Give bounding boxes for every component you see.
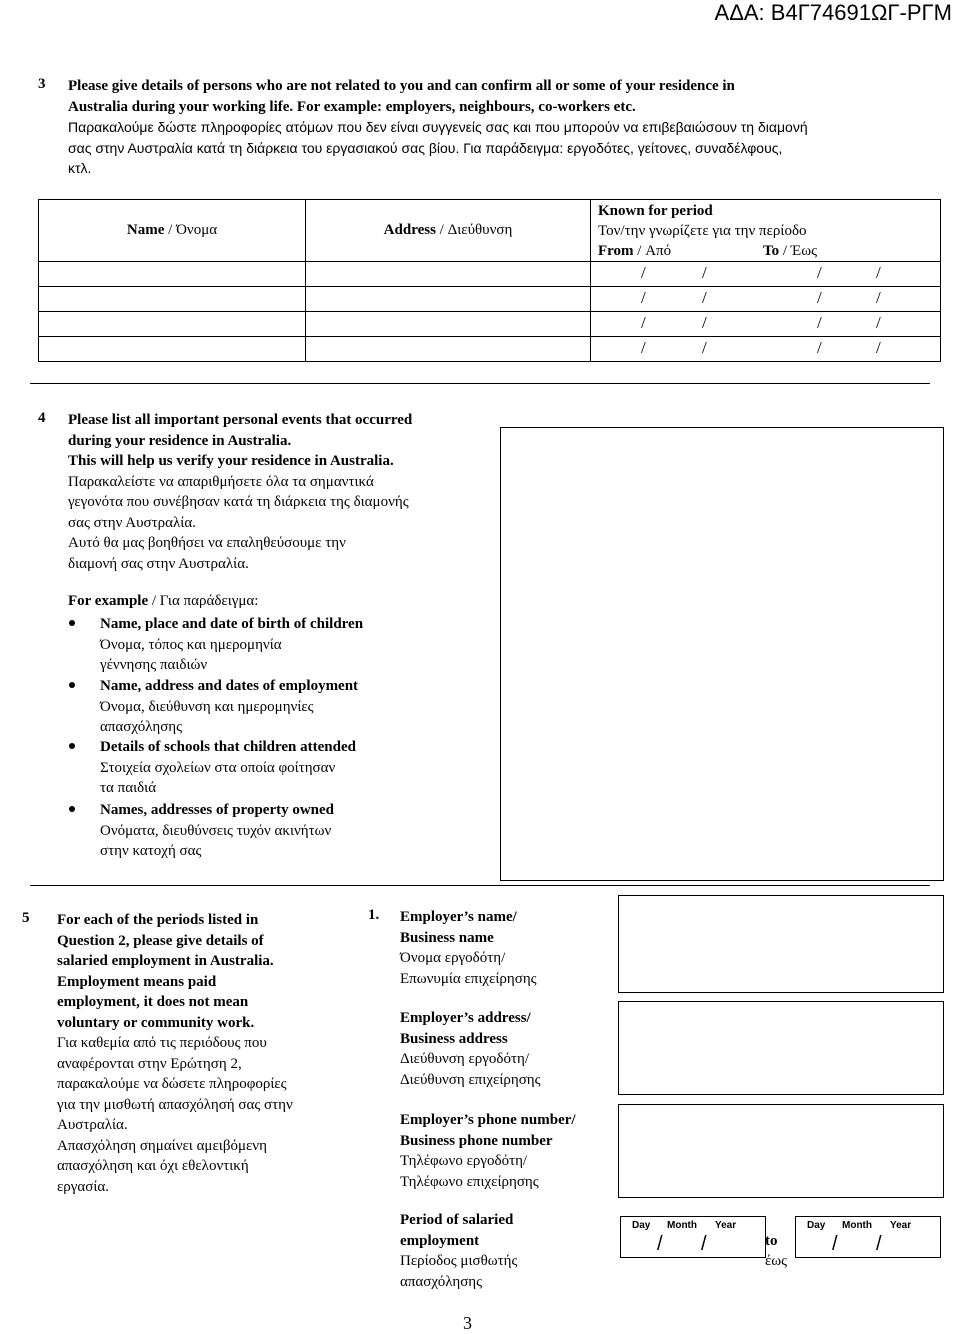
q5-en-6: voluntary or community work. (57, 1014, 255, 1031)
to-en: To (763, 242, 780, 259)
q5-number: 5 (22, 910, 30, 926)
employer-phone-gr: Τηλέφωνο εργοδότη/ (400, 1153, 528, 1169)
q3-line-gr-1: Παρακαλούμε δώστε πληροφορίες ατόμων που δεν είναι συγγενείς σας και που μπορούν να επιβεβαιώσουν τη διαμονή (68, 119, 808, 135)
q5-en-1: For each of the periods listed in (57, 912, 259, 928)
example-item (100, 800, 334, 862)
q5-en-4: Employment means paid (57, 973, 217, 990)
example-en: Name, place and date of birth of children (100, 616, 364, 632)
period-start-date-field[interactable] (620, 1216, 766, 1258)
example-gr: τα παιδιά (100, 780, 157, 796)
date-slash: / (876, 288, 881, 307)
date-slash: / (876, 313, 881, 332)
example-gr: στην κατοχή σας (100, 843, 202, 859)
q5-gr-6: Απασχόληση σημαίνει αμειβόμενη (57, 1137, 267, 1154)
q5-intro (57, 910, 347, 1197)
employment-period-en: Period of salaried (400, 1212, 514, 1228)
example-item (100, 614, 363, 676)
person-name-cell[interactable] (39, 312, 306, 337)
q4-gr-4: Αυτό θα μας βοηθήσει να επαληθεύσουμε την (68, 535, 346, 551)
employment-period-label (400, 1210, 517, 1292)
col-address-header (306, 200, 591, 262)
persons-row (39, 262, 941, 287)
q5-gr-3: παρακαλούμε να δώσετε πληροφορίες (57, 1076, 287, 1092)
example-en: Name, address and dates of employment (100, 678, 359, 694)
employer-phone-en: Employer’s phone number/ (400, 1112, 576, 1128)
employer-phone-label (400, 1110, 576, 1192)
date-slash: / (876, 338, 881, 357)
to-gr: / Έως (779, 242, 818, 259)
person-address-cell[interactable] (306, 262, 591, 287)
q5-en-5: employment, it does not mean (57, 994, 249, 1010)
employer-name-gr: Όνομα εργοδότη/ (400, 950, 506, 966)
col-address-en: Address (383, 222, 436, 238)
date-slash: / (817, 313, 822, 332)
q5-en-3: salaried employment in Australia. (57, 953, 274, 969)
q5-en-2: Question 2, please give details of (57, 932, 264, 949)
employer-address-en: Employer’s address/ (400, 1010, 531, 1026)
person-name-cell[interactable] (39, 287, 306, 312)
col-name-header (39, 200, 306, 262)
q4-gr-5: διαμονή σας στην Αυστραλία. (68, 555, 249, 572)
employer-name-box[interactable] (618, 895, 944, 993)
month-label: Month (667, 1220, 697, 1231)
q5-gr-2: αναφέρονται στην Ερώτηση 2, (57, 1055, 242, 1072)
date-slash: / (817, 263, 822, 282)
date-slash: / (701, 1233, 707, 1255)
q4-gr-1: Παρακαλείστε να απαριθμήσετε όλα τα σημαντικά (68, 473, 374, 490)
period-end-date-field[interactable] (795, 1216, 941, 1258)
divider (30, 383, 930, 384)
q4-intro (68, 410, 488, 574)
q5-gr-5: Αυστραλία. (57, 1117, 128, 1133)
employer-name-en: Business name (400, 929, 494, 946)
divider (30, 885, 930, 886)
q4-en-2: during your residence in Australia. (68, 432, 292, 449)
example-item (100, 737, 356, 799)
employer-address-label (400, 1008, 541, 1090)
persons-table-header (39, 200, 941, 262)
date-slash: / (702, 313, 707, 332)
person-period-cell[interactable] (591, 262, 941, 287)
to-gr: έως (765, 1253, 788, 1269)
person-period-cell[interactable] (591, 312, 941, 337)
bullet-icon (69, 620, 75, 626)
q5-gr-7: απασχόληση και όχι εθελοντική (57, 1158, 249, 1174)
employer-phone-gr: Τηλέφωνο επιχείρησης (400, 1173, 539, 1190)
example-en: Names, addresses of property owned (100, 802, 335, 818)
employer-address-gr: Διεύθυνση εργοδότη/ (400, 1051, 530, 1067)
example-en: Details of schools that children attended (100, 739, 356, 755)
events-answer-box[interactable] (500, 427, 944, 881)
person-address-cell[interactable] (306, 337, 591, 362)
from-en: From (598, 242, 634, 259)
date-slash: / (702, 263, 707, 282)
date-slash: / (641, 338, 646, 357)
employer-phone-box[interactable] (618, 1104, 944, 1198)
employment-period-gr: Περίοδος μισθωτής (400, 1253, 518, 1269)
q4-example-gr: / Για παράδειγμα: (148, 593, 259, 609)
q4-gr-2: γεγονότα που συνέβησαν κατά τη διάρκεια της διαμονής (68, 494, 409, 510)
month-label: Month (842, 1220, 872, 1231)
persons-row (39, 287, 941, 312)
year-label: Year (715, 1220, 737, 1231)
employment-period-gr: απασχόλησης (400, 1273, 483, 1290)
employer-name-gr: Επωνυμία επιχείρησης (400, 970, 537, 987)
person-period-cell[interactable] (591, 287, 941, 312)
person-name-cell[interactable] (39, 262, 306, 287)
employer-address-box[interactable] (618, 1001, 944, 1095)
bullet-icon (69, 682, 75, 688)
employer-address-gr: Διεύθυνση επιχείρησης (400, 1071, 541, 1088)
employer-name-label (400, 907, 537, 989)
q3-line-gr-2: σας στην Αυστραλία κατά τη διάρκεια του εργασιακού σας βίου. Για παράδειγμα: εργοδότες, γείτονες, συναδέλφους, (68, 139, 783, 156)
from-gr: / Από (633, 242, 672, 259)
q5-gr-1: Για καθεμία από τις περιόδους που (57, 1035, 267, 1051)
col-address-gr: / Διεύθυνση (435, 222, 513, 238)
col-period-header (591, 200, 941, 262)
day-label: Day (807, 1220, 826, 1231)
employer-address-en: Business address (400, 1030, 508, 1047)
year-label: Year (890, 1220, 912, 1231)
document-code: ΑΔΑ: Β4Γ74691ΩΓ-ΡΓΜ (714, 0, 952, 25)
q3-number: 3 (38, 76, 46, 92)
date-slash: / (702, 338, 707, 357)
to-label (763, 241, 817, 261)
example-gr: Ονόματα, διευθύνσεις τυχόν ακινήτων (100, 822, 332, 839)
date-slash: / (876, 1233, 882, 1255)
bullet-icon (69, 806, 75, 812)
persons-row (39, 337, 941, 362)
q3-line-gr-3: κτλ. (68, 160, 92, 176)
q3-line-en-1: Please give details of persons who are not related to you and can confirm all or some of your residence in (68, 78, 735, 94)
persons-table (38, 199, 941, 362)
q4-example-en: For example (68, 593, 149, 609)
example-gr: Όνομα, διεύθυνση και ημερομηνίες (100, 698, 314, 715)
col-period-gr: Τον/την γνωρίζετε για την περίοδο (598, 222, 807, 239)
q5-gr-4: για την μισθωτή απασχόλησή σας στην (57, 1096, 293, 1113)
col-period-from-to (598, 241, 940, 261)
date-slash: / (832, 1233, 838, 1255)
date-slash: / (641, 313, 646, 332)
period-to-label (765, 1231, 787, 1271)
q4-en-3: This will help us verify your residence in Australia. (68, 453, 394, 469)
date-slash: / (641, 288, 646, 307)
example-gr: απασχόλησης (100, 719, 183, 735)
example-gr: Όνομα, τόπος και ημερομηνία (100, 636, 282, 653)
q4-gr-3: σας στην Αυστραλία. (68, 514, 196, 531)
q5-gr-8: εργασία. (57, 1178, 110, 1195)
person-period-cell[interactable] (591, 337, 941, 362)
persons-row (39, 312, 941, 337)
date-slash: / (817, 288, 822, 307)
day-label: Day (632, 1220, 651, 1231)
q3-text (68, 76, 948, 179)
date-slash: / (876, 263, 881, 282)
employer-phone-en: Business phone number (400, 1132, 553, 1149)
employer-name-en: Employer’s name/ (400, 909, 517, 925)
person-address-cell[interactable] (306, 287, 591, 312)
col-period-en: Known for period (598, 202, 713, 219)
date-slash: / (641, 263, 646, 282)
q4-example-label (68, 593, 258, 610)
date-slash: / (657, 1233, 663, 1255)
bullet-icon (69, 743, 75, 749)
person-address-cell[interactable] (306, 312, 591, 337)
employer-item-number: 1. (368, 907, 380, 923)
example-gr: Στοιχεία σχολείων στα οποία φοίτησαν (100, 759, 336, 776)
q4-number: 4 (38, 410, 46, 426)
col-name-en: Name (126, 222, 165, 238)
q3-line-en-2: Australia during your working life. For example: employers, neighbours, co-workers etc. (68, 98, 636, 115)
q4-en-1: Please list all important personal events that occurred (68, 412, 413, 428)
date-slash: / (702, 288, 707, 307)
date-slash: / (817, 338, 822, 357)
col-name-gr: / Όνομα (164, 222, 218, 238)
to-en: to (765, 1233, 778, 1249)
employment-period-en: employment (400, 1232, 480, 1249)
example-gr: γέννησης παιδιών (100, 657, 208, 673)
person-name-cell[interactable] (39, 337, 306, 362)
page-number: 3 (463, 1313, 472, 1333)
example-item (100, 676, 358, 738)
